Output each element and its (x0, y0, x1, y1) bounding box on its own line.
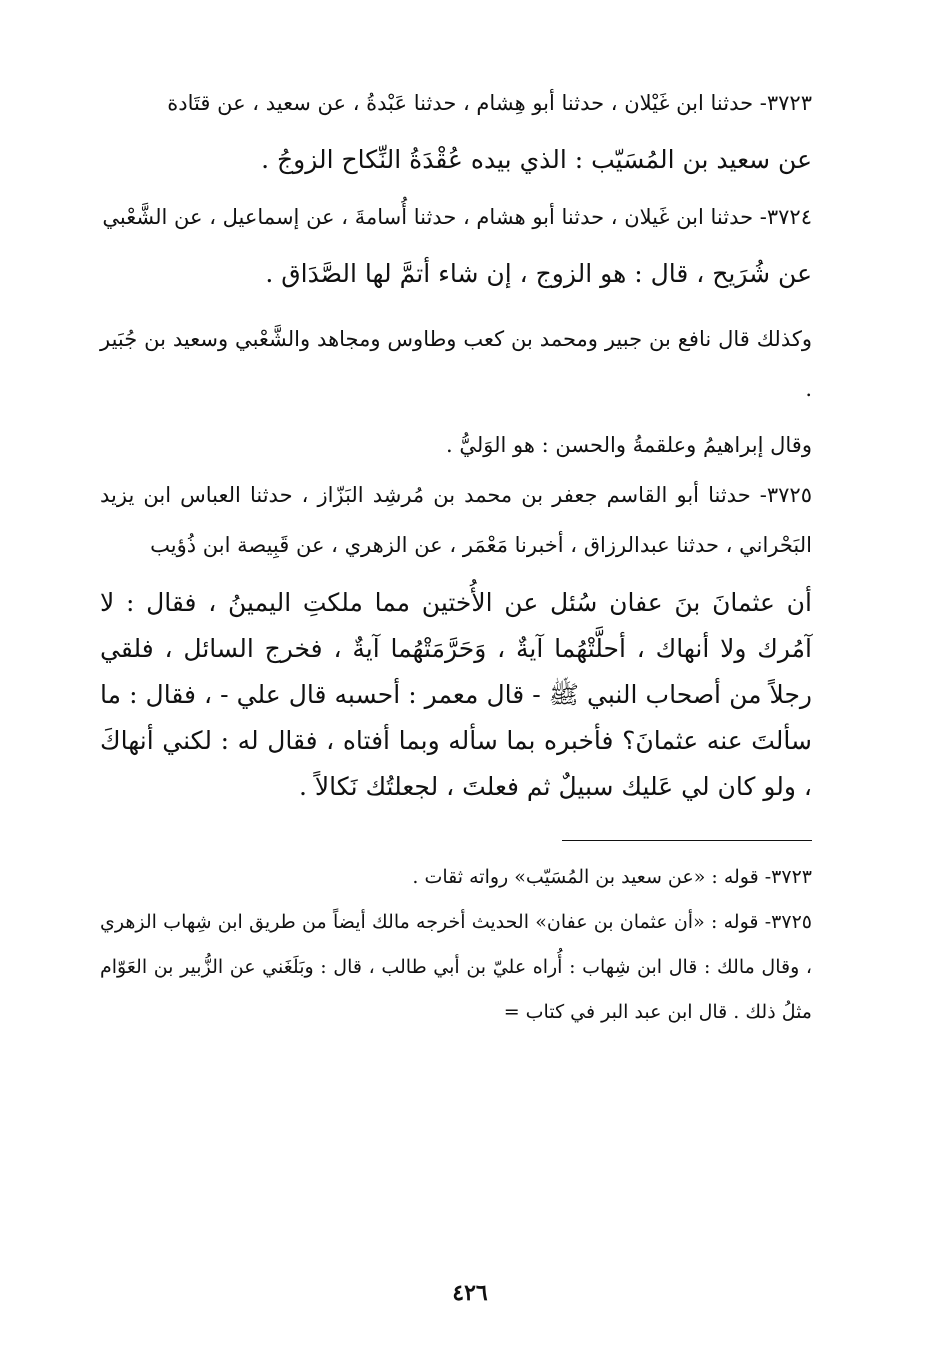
page-content (100, 78, 812, 1035)
commentary-line-2: وقال إبراهيمُ وعلقمةُ والحسن : هو الوَليُّ . (445, 433, 812, 457)
footnote-3723: ٣٧٢٣- قوله : «عن سعيد بن المُسَيّب» رواته ثقات . (412, 866, 812, 888)
footnote-3725: ٣٧٢٥- قوله : «أن عثمان بن عفان» الحديث أخرجه مالك أيضاً من طريق ابن شِهاب الزهري ، وقال مالك : قال ابن شِهاب : أُراه عليّ بن أبي طالب ، قال : وبَلَغَني عن الزُّبير بن العَوّام مثلُ ذلك . قال ابن عبد البر في كتاب = (100, 911, 812, 1023)
hadith-3725-chain: ٣٧٢٥- حدثنا أبو القاسم جعفر بن محمد بن مُرشِد البَزّاز ، حدثنا العباس ابن يزيد البَحْراني ، حدثنا عبدالرزاق ، أخبرنا مَعْمَر ، عن الزهري ، عن قَبِيصة ابن ذُؤيب (100, 483, 812, 557)
hadith-3725-text: أن عثمانَ بنَ عفان سُئل عن الأُختين مما ملكتِ اليمينُ ، فقال : لا آمُرك ولا أنهاك ، أحلَّتْهُما آيةٌ ، وَحَرَّمَتْهُما آيةٌ ، فخرج السائل ، فلقي رجلاً من أصحاب النبي ﷺ - قال معمر : أحسبه قال علي - ، فقال : ما سألتَ عنه عثمانَ؟ فأخبره بما سأله وبما أفتاه ، فقال له : لكني أنهاكَ ، ولو كان لي عَليك سبيلٌ ثم فعلتَ ، لجعلتُك نَكالاً . (100, 588, 812, 801)
hadith-3724-chain: ٣٧٢٤- حدثنا ابن غَيلان ، حدثنا أبو هشام ، حدثنا أُسامةَ ، عن إسماعيل ، عن الشَّعْبي (102, 205, 812, 229)
commentary-line-1: وكذلك قال نافع بن جبير ومحمد بن كعب وطاوس ومجاهد والشَّعْبي وسعيد بن جُبَير . (100, 327, 812, 401)
page-number: ٤٢٦ (452, 1280, 488, 1306)
hadith-3723-chain: ٣٧٢٣- حدثنا ابن غَيْلان ، حدثنا أبو هِشام ، حدثنا عَبْدةُ ، عن سعيد ، عن قتَادة (167, 91, 812, 115)
hadith-3724-text: عن شُرَيح ، قال : هو الزوج ، إن شاء أتمَّ لها الصَّدَاق . (265, 259, 812, 288)
footnote-divider (562, 840, 812, 841)
footnotes (100, 855, 812, 1035)
hadith-3723-text: عن سعيد بن المُسَيّب : الذي بيده عُقْدَةُ النِّكاح الزوجُ . (261, 145, 812, 174)
